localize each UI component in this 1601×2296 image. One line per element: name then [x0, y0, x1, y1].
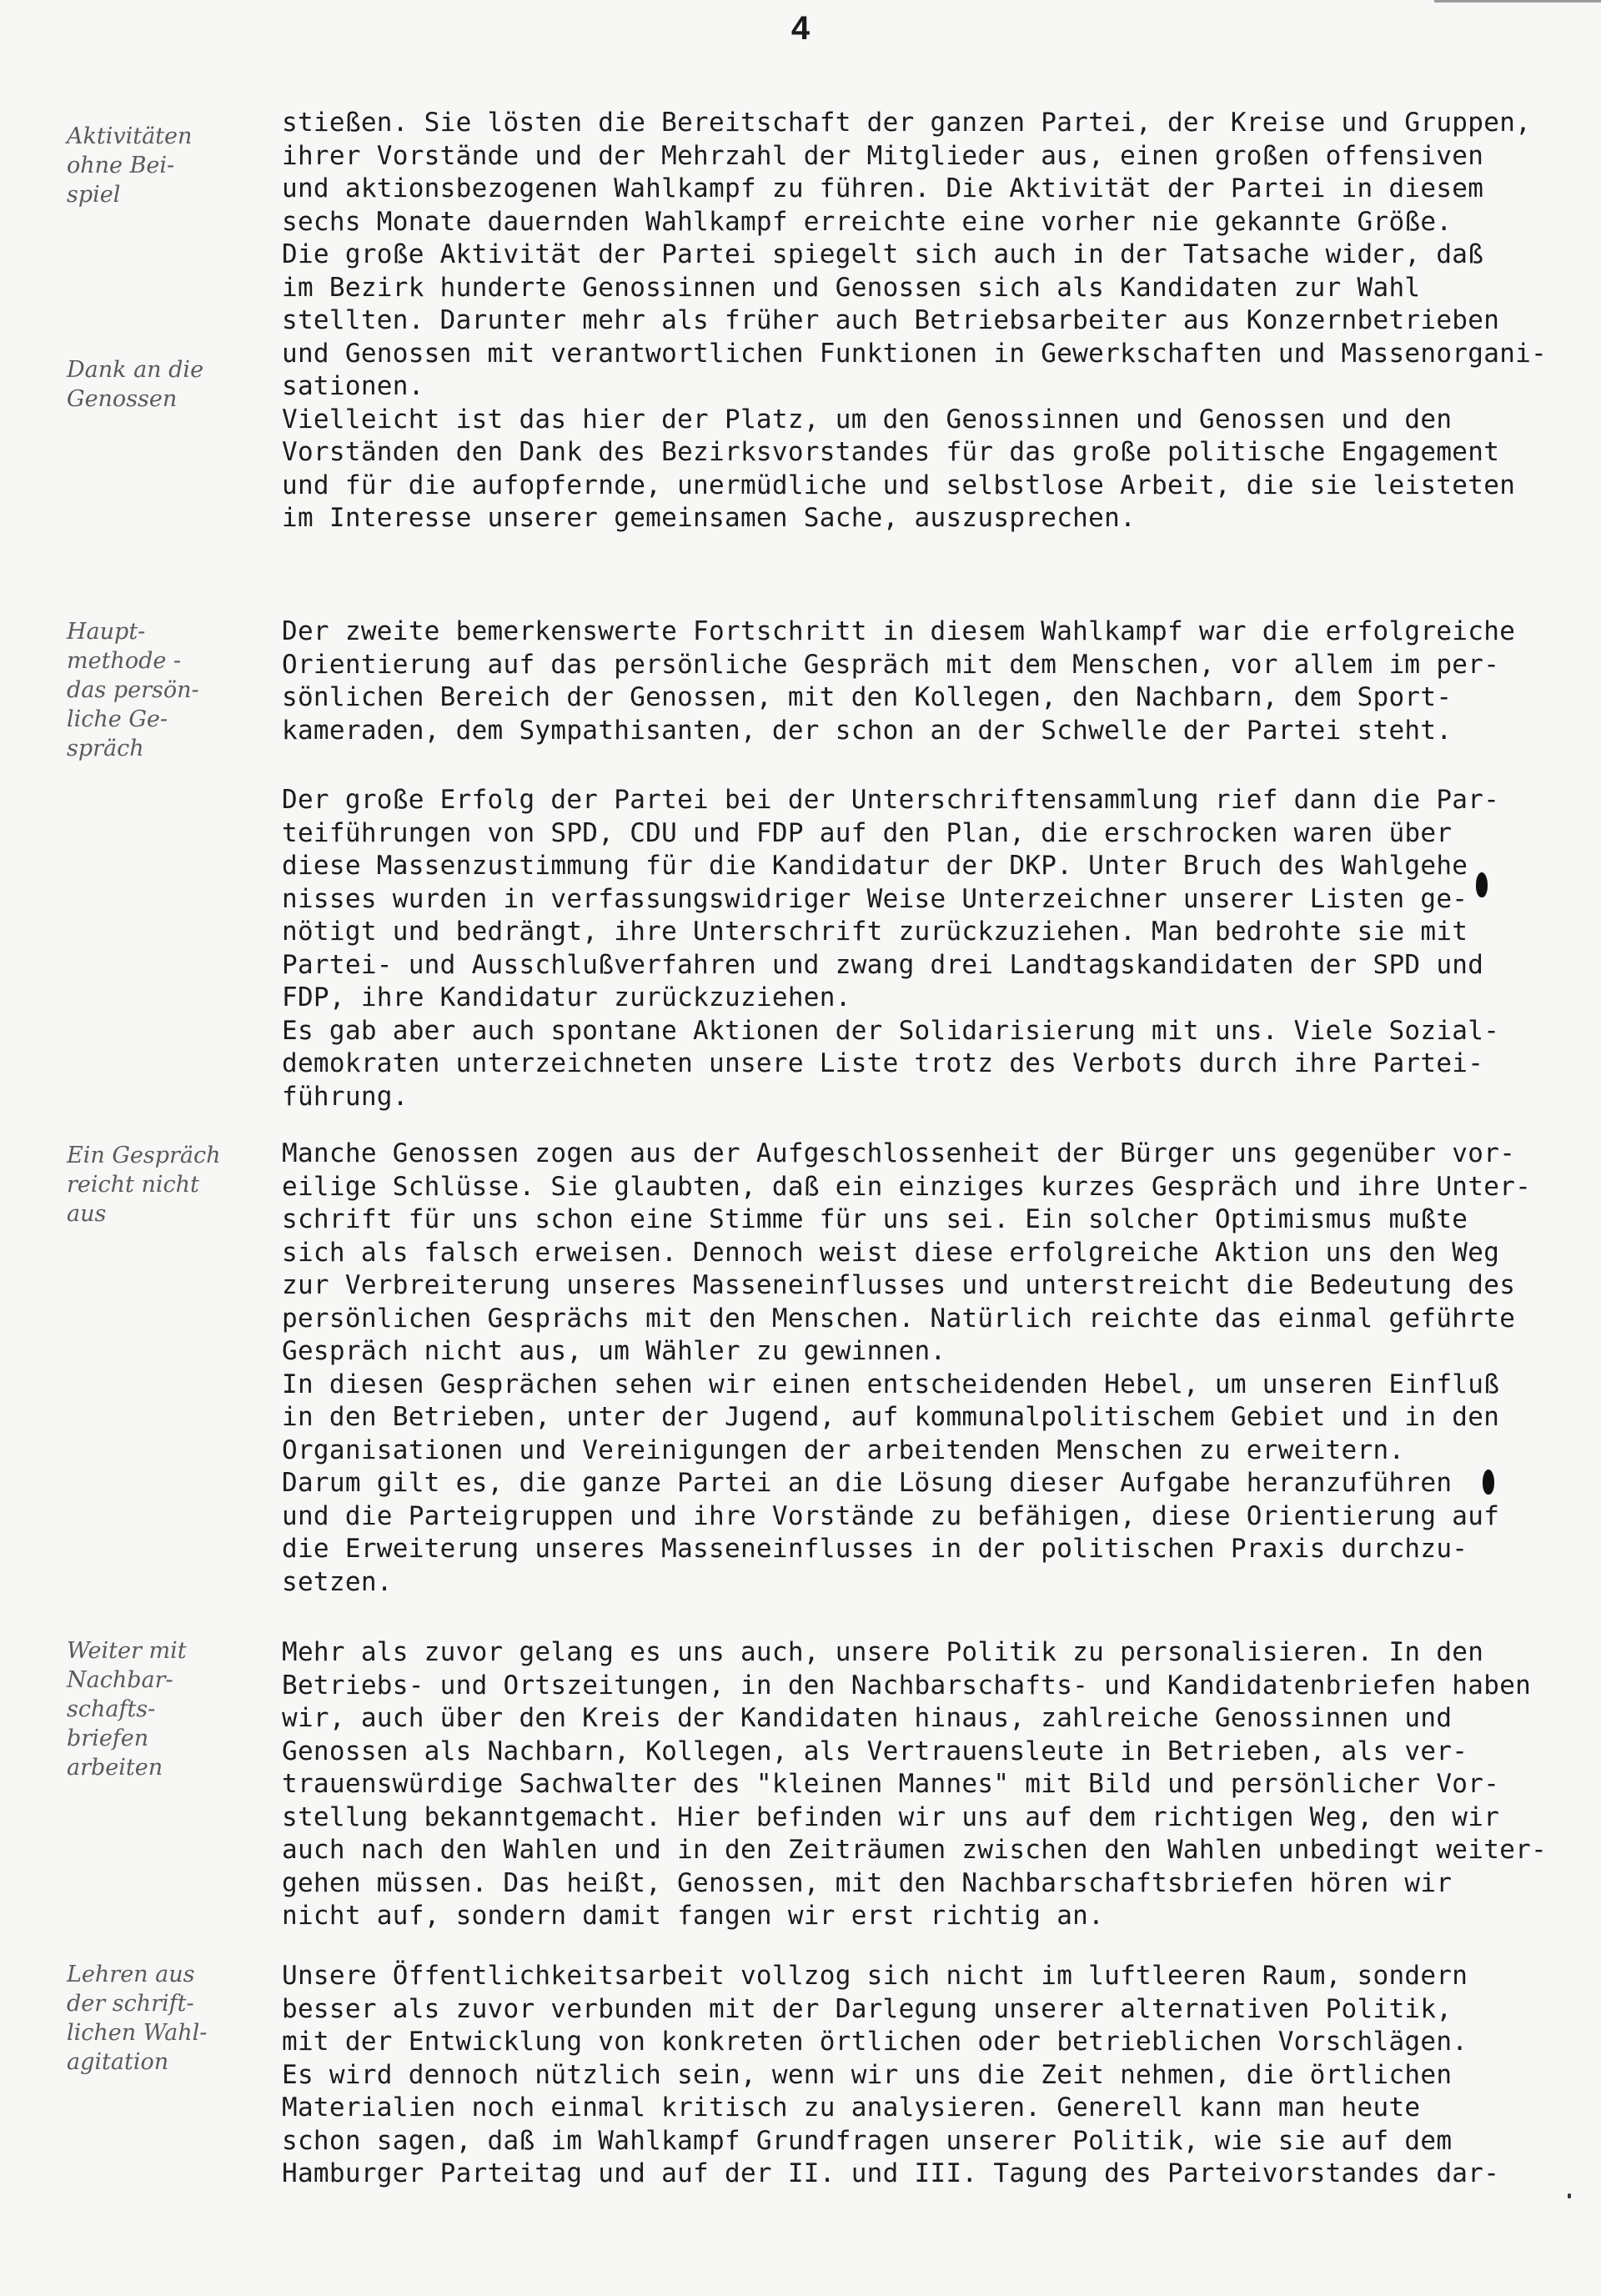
ink-blot — [1476, 872, 1488, 897]
margin-note: Aktivitäten ohne Bei- spiel Dank an die Genossen — [67, 123, 204, 412]
paragraph: Mehr als zuvor gelang es uns auch, unsere Politik zu personalisieren. In den Betriebs- und Ortszeitungen, in den Nachbarschafts- und Kandidatenbriefen haben wir, auch über den Kreis der Kandidaten hinaus, zahlreiche Genossinnen und Genossen als Nachbarn, Kollegen, als Vertrauensleute in Betrieben, als ver- trauenswürdige Sachwalter des "kleinen Mannes" mit Bild und persönlicher Vor- stellung bekanntgemacht. Hier befinden wir uns auf dem richtigen Weg, den wir auch nach den Wahlen und in den Zeiträumen zwischen den Wahlen unbedingt weiter- gehen müssen. Das heißt, Genossen, mit den Nachbarschaftsbriefen hören wir nicht auf, sondern damit fangen wir erst richtig an. — [282, 1637, 1548, 1931]
paragraph: Der große Erfolg der Partei bei der Unterschriftensammlung rief dann die Par- teiführungen von SPD, CDU und FDP auf den Plan, die erschrocken waren über diese Massenzustimmung für die Kandidatur der DKP. Unter Bruch des Wahlgehe nisses wurden in verfassungswidriger Weise Unterzeichner unserer Listen ge- nötigt und bedrängt, ihre Unterschrift zurückzuziehen. Man bedrohte sie mit Partei- und Ausschlußverfahren und zwang drei Landtagskandidaten der SPD und FDP, ihre Kandidatur zurückzuziehen. Es gab aber auch spontane Aktionen der Solidarisierung mit uns. Viele Sozial- demokraten unterzeichneten unsere Liste trotz des Verbots durch ihre Partei- führung. — [282, 785, 1500, 1112]
margin-note: Ein Gespräch reicht nicht aus — [67, 1143, 221, 1227]
paragraph: stießen. Sie lösten die Bereitschaft der ganzen Partei, der Kreise und Gruppen, ihrer Vorstände und der Mehrzahl der Mitglieder aus, einen großen offensiven und aktionsbezogenen Wahlkampf zu führen. Die Aktivität der Partei in diesem sechs Monate dauernden Wahlkampf erreichte eine vorher nie gekannte Größe. Die große Aktivität der Partei spiegelt sich auch in der Tatsache wider, daß im Bezirk hunderte Genossinnen und Genossen sich als Kandidaten zur Wahl stellten. Darunter mehr als früher auch Betriebsarbeiter aus Konzernbetrieben und Genossen mit verantwortlichen Funktionen in Gewerkschaften und Massenorgani- sationen. Vielleicht ist das hier der Platz, um den Genossinnen und Genossen und den Vorständen den Dank des Bezirksvorstandes für das große politische Engagement und für die aufopfernde, unermüdliche und selbstlose Arbeit, die sie leisteten im Interesse unserer gemeinsamen Sache, auszusprechen. — [282, 108, 1548, 533]
top-edge-rule — [1434, 0, 1601, 3]
paragraph: Der zweite bemerkenswerte Fortschritt in diesem Wahlkampf war die erfolgreiche Orientierung auf das persönliche Gespräch mit dem Menschen, vor allem im per- sönlichen Bereich der Genossen, mit den Kollegen, den Nachbarn, dem Sport- kameraden, dem Sympathisanten, der schon an der Schwelle der Partei steht. — [282, 616, 1516, 746]
margin-note: Weiter mit Nachbar- schafts- briefen arbeiten — [67, 1638, 187, 1781]
ink-blot — [1483, 1470, 1494, 1495]
margin-note: Haupt- methode - das persön- liche Ge- spräch — [67, 619, 199, 761]
speck-mark — [1568, 2193, 1571, 2198]
page-number: 4 — [790, 10, 811, 47]
margin-note: Lehren aus der schrift- lichen Wahl- agitation — [67, 1962, 208, 2075]
paragraph: Manche Genossen zogen aus der Aufgeschlossenheit der Bürger uns gegenüber vor- eilige Schlüsse. Sie glaubten, daß ein einziges kurzes Gespräch und ihre Unter- schrift für uns schon eine Stimme für uns sei. Ein solcher Optimismus mußte sich als falsch erweisen. Dennoch weist diese erfolgreiche Aktion uns den Weg zur Verbreiterung unseres Masseneinflusses und unterstreicht die Bedeutung des persönlichen Gesprächs mit den Menschen. Natürlich reichte das einmal geführte Gespräch nicht aus, um Wähler zu gewinnen. In diesen Gesprächen sehen wir einen entscheidenden Hebel, um unseren Einfluß in den Betrieben, unter der Jugend, auf kommunalpolitischem Gebiet und in den Organisationen und Vereinigungen der arbeitenden Menschen zu erweitern. Darum gilt es, die ganze Partei an die Lösung dieser Aufgabe heranzuführen und die Parteigruppen und ihre Vorstände zu befähigen, diese Orientierung auf die Erweiterung unseres Masseneinflusses in der politischen Praxis durchzu- setzen. — [282, 1138, 1532, 1597]
paragraph: Unsere Öffentlichkeitsarbeit vollzog sich nicht im luftleeren Raum, sondern besser als zuvor verbunden mit der Darlegung unserer alternativen Politik, mit der Entwicklung von konkreten örtlichen oder betrieblichen Vorschlägen. Es wird dennoch nützlich sein, wenn wir uns die Zeit nehmen, die örtlichen Materialien noch einmal kritisch zu analysieren. Generell kann man heute schon sagen, daß im Wahlkampf Grundfragen unserer Politik, wie sie auf dem Hamburger Parteitag und auf der II. und III. Tagung des Parteivorstandes dar- — [282, 1961, 1500, 2188]
